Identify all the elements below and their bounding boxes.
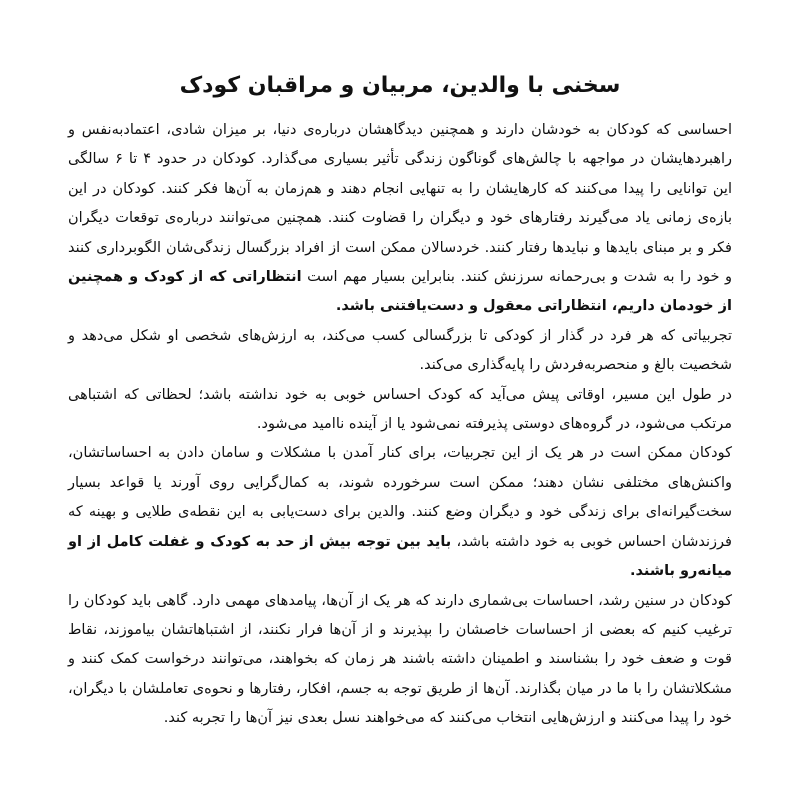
paragraph-3-text: در طول این مسیر، اوقاتی پیش می‌آید که کودک احساس خوبی به خود نداشته باشد؛ لحظاتی که اشتباهی مرتکب می‌شود، در گروه‌های دوستی پذیرفته نمی‌شود یا از آینده ناامید می‌شود. bbox=[68, 386, 732, 433]
paragraph-4-text: کودکان ممکن است در هر یک از این تجربیات، برای کنار آمدن با مشکلات و سامان دادن به احساساتشان، واکنش‌های مختلفی نشان دهند؛ ممکن است سرخورده شوند، به کمال‌گرایی روی آورند یا قواعد بسیار سخت‌گیرانه‌ای برای زندگی خود و دیگران وضع کنند. والدین برای دست‌یابی به این نقطه‌ی طلایی و بهینه که فرزندشان احساس خوبی به خود داشته باشد، bbox=[68, 445, 732, 550]
paragraph-1-text: احساسی که کودکان به خودشان دارند و همچنین دیدگاهشان درباره‌ی دنیا، بر میزان شادی، اعتماد‌به‌نفس و راهبردهایشان در مواجهه با چالش‌های گوناگون زندگی تأثیر بسیاری می‌گذارد. کودکان در حدود ۴ تا ۶ سالگی این توانایی را پیدا می‌کنند که کارهایشان را به تنهایی انجام دهند و هم‌زمان به آن‌ها فکر کنند. کودکان در این بازه‌ی زمانی یاد می‌گیرند رفتارهای خود و دیگران را قضاوت کنند. همچنین می‌توانند درباره‌ی توقعات دیگران فکر و بر مبنای بایدها و نبایدها رفتار کنند. خردسالان ممکن است از افراد بزرگسال زندگی‌شان الگوبرداری کنند و خود را به شدت و بی‌رحمانه سرزنش کنند. بنابراین بسیار مهم است bbox=[68, 122, 732, 286]
paragraph-3 bbox=[68, 381, 732, 440]
paragraph-5-text: کودکان در سنین رشد، احساسات بی‌شماری دارند که هر یک از آن‌ها، پیامدهای مهمی دارد. گاهی باید کودکان را ترغیب کنیم که بعضی از احساسات خاصشان را بپذیرند و از آن‌ها فرار نکنند، از اشتباهاتشان بیاموزند، نقاط قوت و ضعف خود را بشناسند و اطمینان داشته باشند هر زمان که بخواهند، می‌توانند درخواست کمک کنند و مشکلاتشان را با ما در میان بگذارند. آن‌ها از طریق توجه به جسم، افکار، رفتارها و نحوه‌ی تعاملشان با دیگران، خود را پیدا می‌کنند و ارزش‌هایی انتخاب می‌کنند که می‌خواهند نسل بعدی نیز آن‌ها را تجربه کند. bbox=[68, 592, 732, 727]
paragraph-4-bold-text: باید بین توجه بیش از حد به کودک و غفلت کامل از او میانه‌رو باشند. bbox=[68, 533, 732, 580]
paragraph-2-text: تجربیاتی که هر فرد در گذار از کودکی تا بزرگسالی کسب می‌کند، به ارزش‌های شخصی او شکل می‌دهد و شخصیت بالغ و منحصربه‌فردش را پایه‌گذاری می‌کند. bbox=[68, 327, 732, 374]
paragraph-1-bold-text: انتظاراتی که از کودک و همچنین از خودمان داریم، انتظاراتی معقول و دست‌یافتنی باشد. bbox=[68, 269, 732, 315]
paragraph-5 bbox=[68, 587, 732, 734]
paragraph-1 bbox=[68, 116, 732, 322]
page-title: سخنی با والدین، مربیان و مراقبان کودک bbox=[179, 73, 621, 98]
paragraph-4 bbox=[68, 439, 732, 586]
paragraph-2 bbox=[68, 322, 732, 381]
